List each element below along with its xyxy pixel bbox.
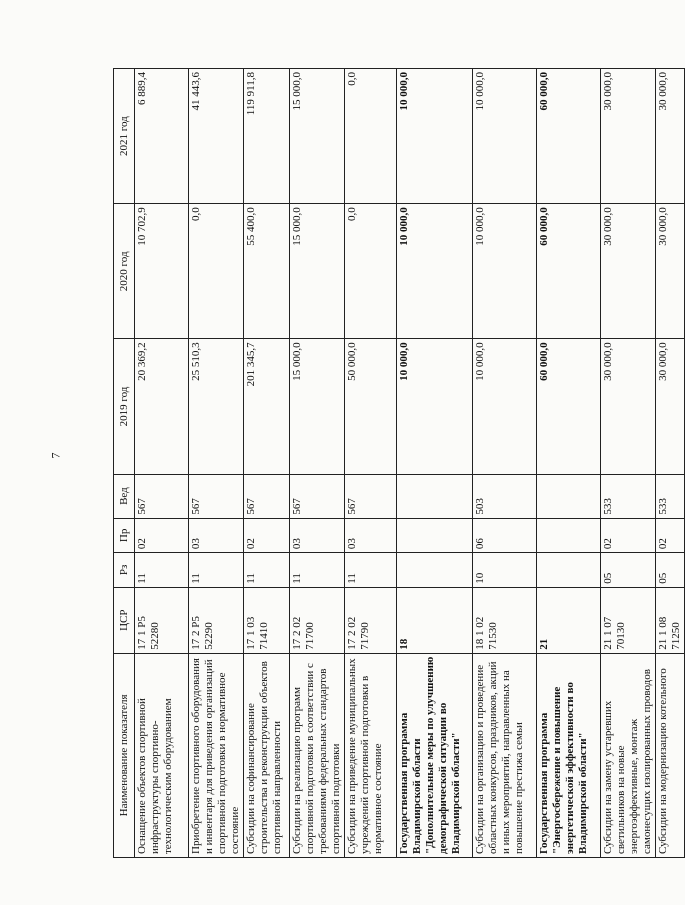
indicator-name: Приобретение спортивного оборудования и инвентаря для приведения организаций спортивной подготовки в нормативное состояние: [189, 653, 244, 857]
rz-code: 11: [290, 553, 345, 588]
table-row: [345, 69, 397, 858]
ved-code: 567: [244, 474, 290, 518]
value-2020: 10 000,0: [397, 204, 473, 339]
csr-code: 21: [537, 587, 601, 653]
value-2019: 10 000,0: [473, 339, 537, 474]
table-row: [135, 69, 189, 858]
rz-code: 10: [473, 553, 537, 588]
pr-code: 03: [290, 518, 345, 553]
value-2020: 10 000,0: [473, 204, 537, 339]
csr-code: 21 1 07 70130: [601, 587, 656, 653]
pr-code: 02: [601, 518, 656, 553]
csr-code: 17 2 P5 52290: [189, 587, 244, 653]
value-2021: 30 000,0: [656, 69, 685, 204]
table-row: [290, 69, 345, 858]
column-header: 2019 год: [114, 339, 135, 474]
table-body: [135, 69, 685, 858]
page-number: 7: [48, 452, 63, 459]
pr-code: 02: [244, 518, 290, 553]
value-2019: 30 000,0: [601, 339, 656, 474]
value-2020: 60 000,0: [537, 204, 601, 339]
column-header: Рз: [114, 553, 135, 588]
table-row: [537, 69, 601, 858]
value-2021: 15 000,0: [290, 69, 345, 204]
value-2020: 15 000,0: [290, 204, 345, 339]
value-2021: 41 443,6: [189, 69, 244, 204]
indicator-name: Субсидии на реализацию программ спортивной подготовки в соответствии с требованиями федеральных стандартов спортивной подготовки: [290, 653, 345, 857]
rz-code: 11: [135, 553, 189, 588]
value-2019: 50 000,0: [345, 339, 397, 474]
value-2019: 15 000,0: [290, 339, 345, 474]
pr-code: 03: [345, 518, 397, 553]
rz-code: 05: [656, 553, 685, 588]
value-2019: 30 000,0: [656, 339, 685, 474]
ved-code: 567: [345, 474, 397, 518]
rz-code: [397, 553, 473, 588]
pr-code: 02: [135, 518, 189, 553]
value-2020: 30 000,0: [656, 204, 685, 339]
budget-table-container: [113, 68, 682, 858]
pr-code: 02: [656, 518, 685, 553]
indicator-name: Субсидии на замену устаревших светильников на новые энергоэффективные, монтаж самонесущих изолированных проводов: [601, 653, 656, 857]
indicator-name: Субсидии на приведение муниципальных учреждений спортивной подготовки в нормативное состояние: [345, 653, 397, 857]
table-row: [397, 69, 473, 858]
indicator-name: Государственная программа Владимирской области "Дополнительные меры по улучшению демографической ситуации во Владимирской области": [397, 653, 473, 857]
csr-code: 18: [397, 587, 473, 653]
value-2019: 20 369,2: [135, 339, 189, 474]
value-2020: 30 000,0: [601, 204, 656, 339]
pr-code: [397, 518, 473, 553]
column-header: 2020 год: [114, 204, 135, 339]
value-2020: 10 702,9: [135, 204, 189, 339]
value-2019: 10 000,0: [397, 339, 473, 474]
ved-code: 567: [135, 474, 189, 518]
table-row: [244, 69, 290, 858]
column-header: Пр: [114, 518, 135, 553]
value-2021: 6 889,4: [135, 69, 189, 204]
table-row: [656, 69, 685, 858]
ved-code: 503: [473, 474, 537, 518]
column-header: ЦСР: [114, 587, 135, 653]
value-2021: 60 000,0: [537, 69, 601, 204]
table-header: [114, 69, 135, 858]
csr-code: 17 2 02 71790: [345, 587, 397, 653]
csr-code: 17 1 P5 52280: [135, 587, 189, 653]
table-row: [473, 69, 537, 858]
ved-code: [537, 474, 601, 518]
ved-code: 533: [656, 474, 685, 518]
indicator-name: Государственная программа "Энергосбережение и повышение энергетической эффективности во Владимирской области": [537, 653, 601, 857]
rz-code: 05: [601, 553, 656, 588]
indicator-name: Субсидии на организацию и проведение областных конкурсов, праздников, акций и иных мероприятий, направленных на повышение престижа семьи: [473, 653, 537, 857]
indicator-name: Оснащение объектов спортивной инфраструктуры спортивно-технологическим оборудованием: [135, 653, 189, 857]
rz-code: 11: [345, 553, 397, 588]
value-2020: 55 400,0: [244, 204, 290, 339]
value-2021: 30 000,0: [601, 69, 656, 204]
value-2020: 0,0: [345, 204, 397, 339]
table-row: [601, 69, 656, 858]
budget-table: [113, 68, 685, 858]
value-2021: 119 911,8: [244, 69, 290, 204]
ved-code: 533: [601, 474, 656, 518]
value-2019: 201 345,7: [244, 339, 290, 474]
pr-code: 03: [189, 518, 244, 553]
value-2019: 25 510,3: [189, 339, 244, 474]
column-header: Наименование показателя: [114, 653, 135, 857]
indicator-name: Субсидии на софинансирование строительства и реконструкции объектов спортивной направленности: [244, 653, 290, 857]
value-2021: 0,0: [345, 69, 397, 204]
pr-code: [537, 518, 601, 553]
pr-code: 06: [473, 518, 537, 553]
csr-code: 18 1 02 71530: [473, 587, 537, 653]
header-row: [114, 69, 135, 858]
csr-code: 21 1 08 71250: [656, 587, 685, 653]
rz-code: 11: [189, 553, 244, 588]
column-header: 2021 год: [114, 69, 135, 204]
ved-code: 567: [189, 474, 244, 518]
column-header: Вед: [114, 474, 135, 518]
rz-code: [537, 553, 601, 588]
csr-code: 17 1 03 71410: [244, 587, 290, 653]
csr-code: 17 2 02 71700: [290, 587, 345, 653]
ved-code: 567: [290, 474, 345, 518]
value-2020: 0,0: [189, 204, 244, 339]
value-2021: 10 000,0: [473, 69, 537, 204]
value-2019: 60 000,0: [537, 339, 601, 474]
ved-code: [397, 474, 473, 518]
value-2021: 10 000,0: [397, 69, 473, 204]
indicator-name: Субсидии на модернизацию котельного: [656, 653, 685, 857]
rz-code: 11: [244, 553, 290, 588]
table-row: [189, 69, 244, 858]
